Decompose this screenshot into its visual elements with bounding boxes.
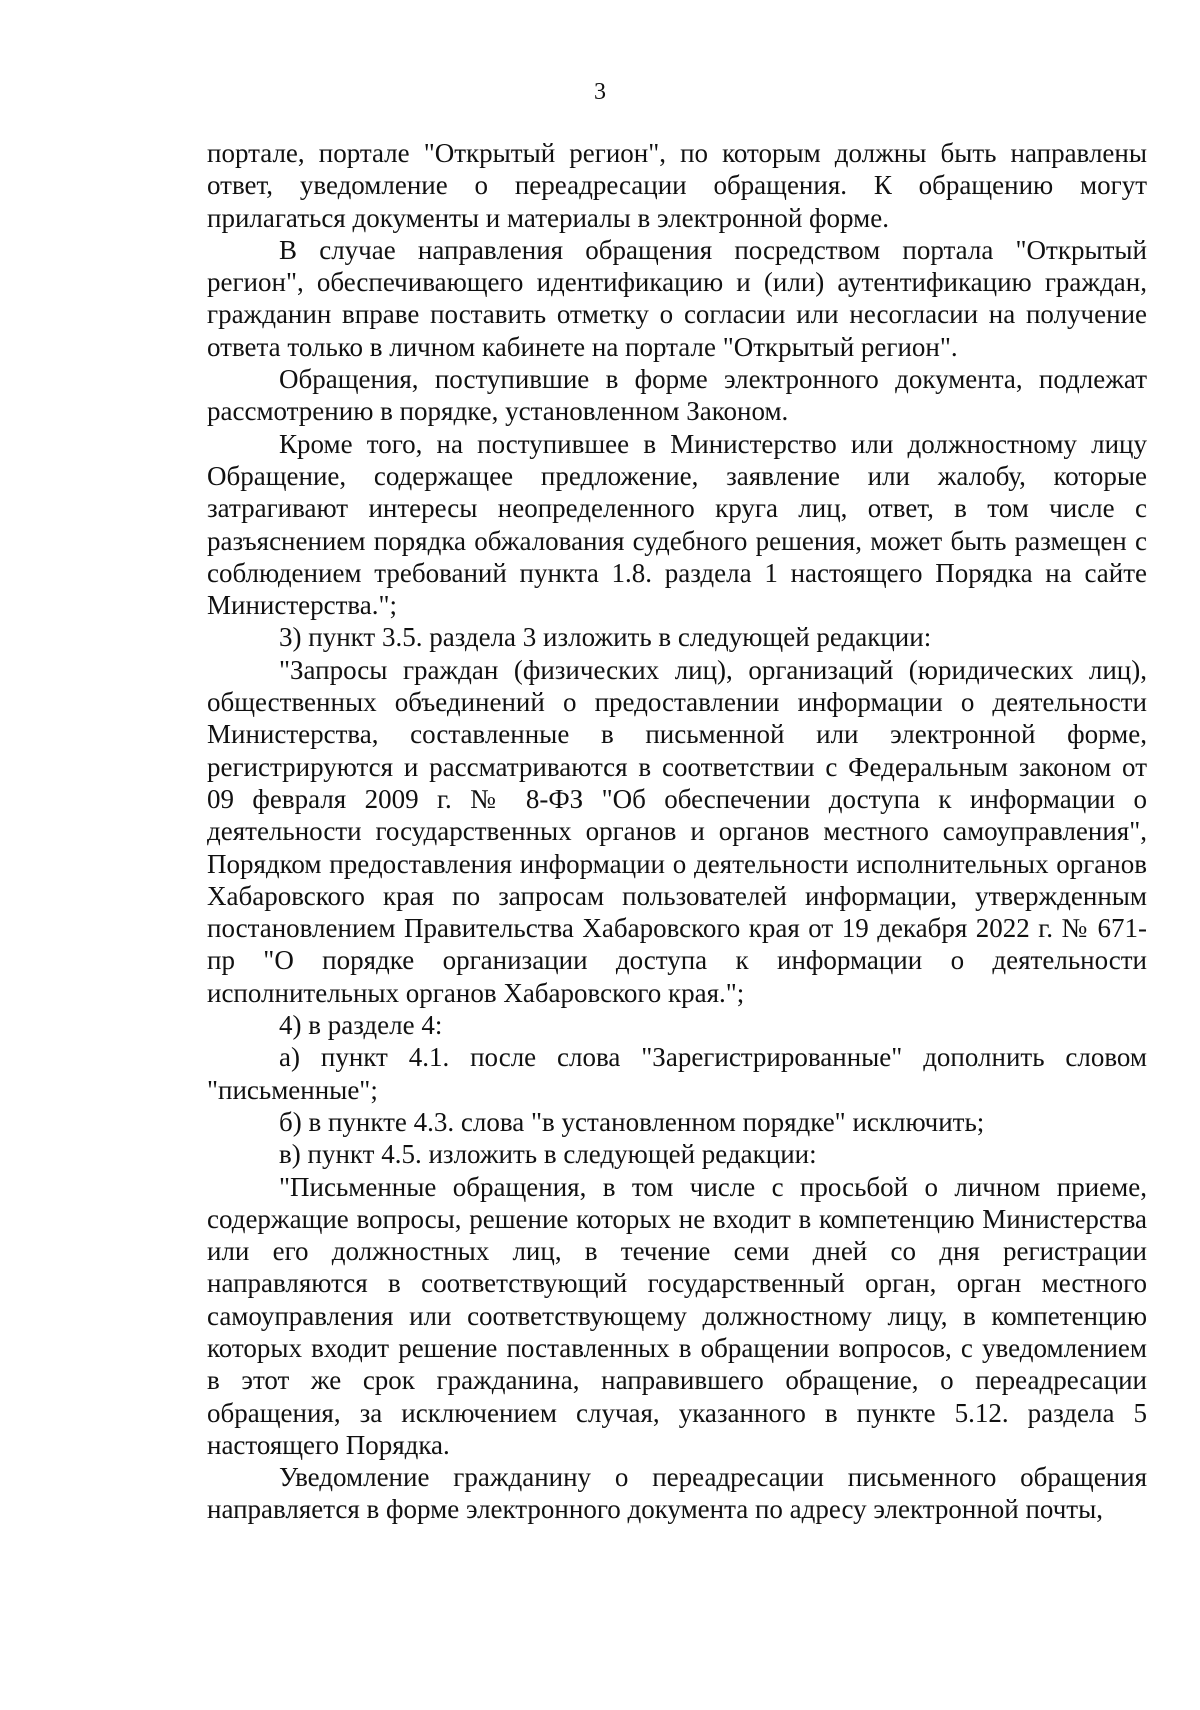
paragraph: 4) в разделе 4: (279, 1010, 443, 1041)
paragraph: Обращения, поступившие в форме электронного документа, подлежат рассмотрению в порядке, установленном Законом. (207, 364, 1147, 427)
page-number: 3 (594, 79, 606, 105)
paragraph: Уведомление гражданину о переадресации письменного обращения направляется в форме электронного документа по адресу электронной почты, (207, 1462, 1147, 1525)
paragraph: в) пункт 4.5. изложить в следующей редакции: (279, 1139, 817, 1170)
paragraph: а) пункт 4.1. после слова "Зарегистрированные" дополнить словом "письменные"; (207, 1042, 1147, 1105)
paragraph: "Письменные обращения, в том числе с просьбой о личном приеме, содержащие вопросы, решение которых не входит в компетенцию Министерства или его должностных лиц, в течение семи дней со дня регистрации направляются в соответствующий государственный орган, орган местного самоуправления или соответствующему должностному лицу, в компетенцию которых входит решение поставленных в обращении вопросов, с уведомлением в этот же срок гражданина, направившего обращение, о переадресации обращения, за исключением случая, указанного в пункте 5.12. раздела 5 настоящего Порядка. (207, 1171, 1147, 1460)
paragraph: Кроме того, на поступившее в Министерство или должностному лицу Обращение, содержащее предложение, заявление или жалобу, которые затрагивают интересы неопределенного круга лиц, ответ, в том числе с разъяснением порядка обжалования судебного решения, может быть размещен с соблюдением требований пункта 1.8. раздела 1 настоящего Порядка на сайте Министерства."; (207, 428, 1147, 621)
paragraph: 3) пункт 3.5. раздела 3 изложить в следующей редакции: (279, 622, 932, 653)
paragraph: В случае направления обращения посредством портала "Открытый регион", обеспечивающего идентификацию и (или) аутентификацию граждан, гражданин вправе поставить отметку о согласии или несогласии на получение ответа только в личном кабинете на портале "Открытый регион". (207, 234, 1147, 362)
paragraph: портале, портале "Открытый регион", по которым должны быть направлены ответ, уведомление о переадресации обращения. К обращению могут прилагаться документы и материалы в электронной форме. (207, 138, 1147, 233)
document-body (207, 137, 1147, 1526)
paragraph: "Запросы граждан (физических лиц), организаций (юридических лиц), общественных объединений о предоставлении информации о деятельности Министерства, составленные в письменной или электронной форме, регистрируются и рассматриваются в соответствии с Федеральным законом от 09 февраля 2009 г. № 8-ФЗ "Об обеспечении доступа к информации о деятельности государственных органов и органов местного самоуправления", Порядком предоставления информации о деятельности исполнительных органов Хабаровского края по запросам пользователей информации, утвержденным постановлением Правительства Хабаровского края от 19 декабря 2022 г. № 671-пр "О порядке организации доступа к информации о деятельности исполнительных органов Хабаровского края."; (207, 654, 1147, 1008)
paragraph: б) в пункте 4.3. слова "в установленном порядке" исключить; (279, 1106, 985, 1137)
